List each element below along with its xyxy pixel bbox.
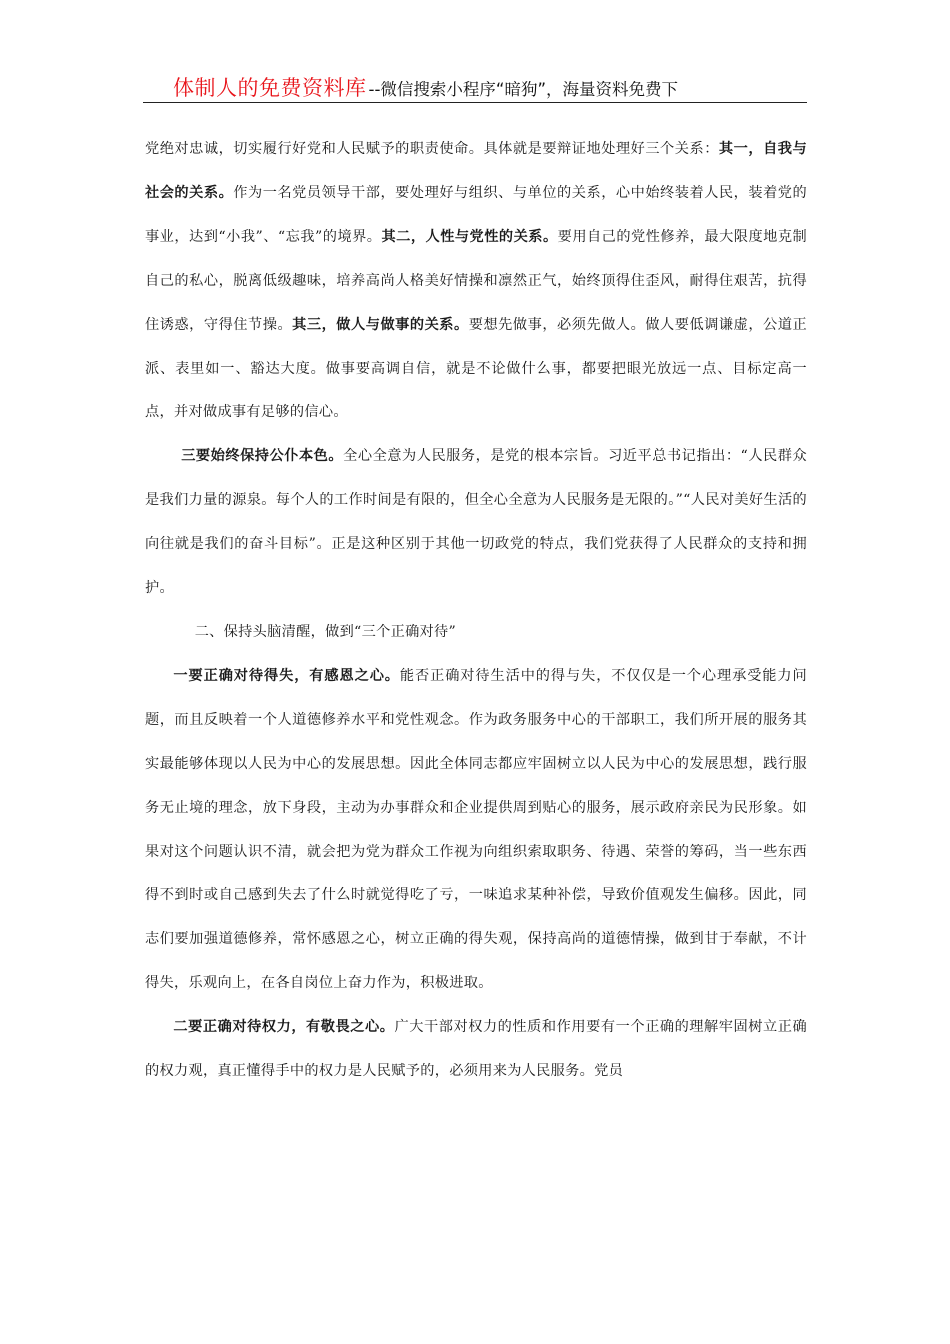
section-heading: 二、保持头脑清醒，做到“三个正确对待” [194,623,457,640]
paragraph-three-relations: 党绝对忠诚，切实履行好党和人民赋予的职责使命。具体就是要辩证地处理好三个关系：其一，自我与社会的关系。作为一名党员领导干部，要处理好与组织、与单位的关系，心中始终装着人民，装着党的事业，达到“小我”、“忘我”的境界。其二，人性与党性的关系。要用自己的党性修养，最大限度地克制自己的私心，脱离低级趣味，培养高尚人格美好情操和凛然正气，始终顶得住歪风，耐得住艰苦，抗得住诱惑，守得住节操。其三，做人与做事的关系。要想先做事，必须先做人。做人要低调谦虚，公道正派、表里如一、豁达大度。做事要高调自信，就是不论做什么事，都要把眼光放远一点、目标定高一点，并对做成事有足够的信心。 [145,141,807,421]
document-body [145,128,807,1094]
bold-lead-1: 其一，自我与社会的关系。 [145,141,807,201]
document-header [143,72,807,103]
header-subtitle: --微信搜索小程序“暗狗”，海量资料免费下 [368,80,679,99]
bold-lead-2: 其二，人性与党性的关系。 [381,228,558,245]
paragraph-gain-loss: 一要正确对待得失，有感恩之心。能否正确对待生活中的得与失，不仅仅是一个心理承受能力问题，而且反映着一个人道德修养水平和党性观念。作为政务服务中心的干部职工，我们所开展的服务其实最能够体现以人民为中心的发展思想。因此全体同志都应牢固树立以人民为中心的发展思想，践行服务无止境的理念，放下身段，主动为办事群众和企业提供周到贴心的服务，展示政府亲民为民形象。如果对这个问题认识不清，就会把为党为群众工作视为向组织索取职务、待遇、荣誉的筹码，当一些东西得不到时或自己感到失去了什么时就觉得吃了亏，一味追求某种补偿，导致价值观发生偏移。因此，同志们要加强道德修养，常怀感恩之心，树立正确的得失观，保持高尚的道德情操，做到甘于奉献，不计得失，乐观向上，在各自岗位上奋力作为，积极进取。 [145,667,807,992]
header-title: 体制人的免费资料库 [173,76,367,100]
bold-lead-3: 其三，做人与做事的关系。 [292,316,469,333]
bold-lead-public-servant: 三要始终保持公仆本色。 [181,448,344,465]
bold-lead-power: 二要正确对待权力，有敬畏之心。 [173,1019,395,1036]
bold-lead-gain-loss: 一要正确对待得失，有感恩之心。 [173,667,400,684]
paragraph-public-servant: 三要始终保持公仆本色。全心全意为人民服务，是党的根本宗旨。习近平总书记指出：“人民群众是我们力量的源泉。每个人的工作时间是有限的，但全心全意为人民服务是无限的。”“人民对美好生活的向往就是我们的奋斗目标”。正是这种区别于其他一切政党的特点，我们党获得了人民群众的支持和拥护。 [145,448,807,597]
paragraph-power: 二要正确对待权力，有敬畏之心。广大干部对权力的性质和作用要有一个正确的理解牢固树立正确的权力观，真正懂得手中的权力是人民赋予的，必须用来为人民服务。党员 [145,1019,807,1080]
